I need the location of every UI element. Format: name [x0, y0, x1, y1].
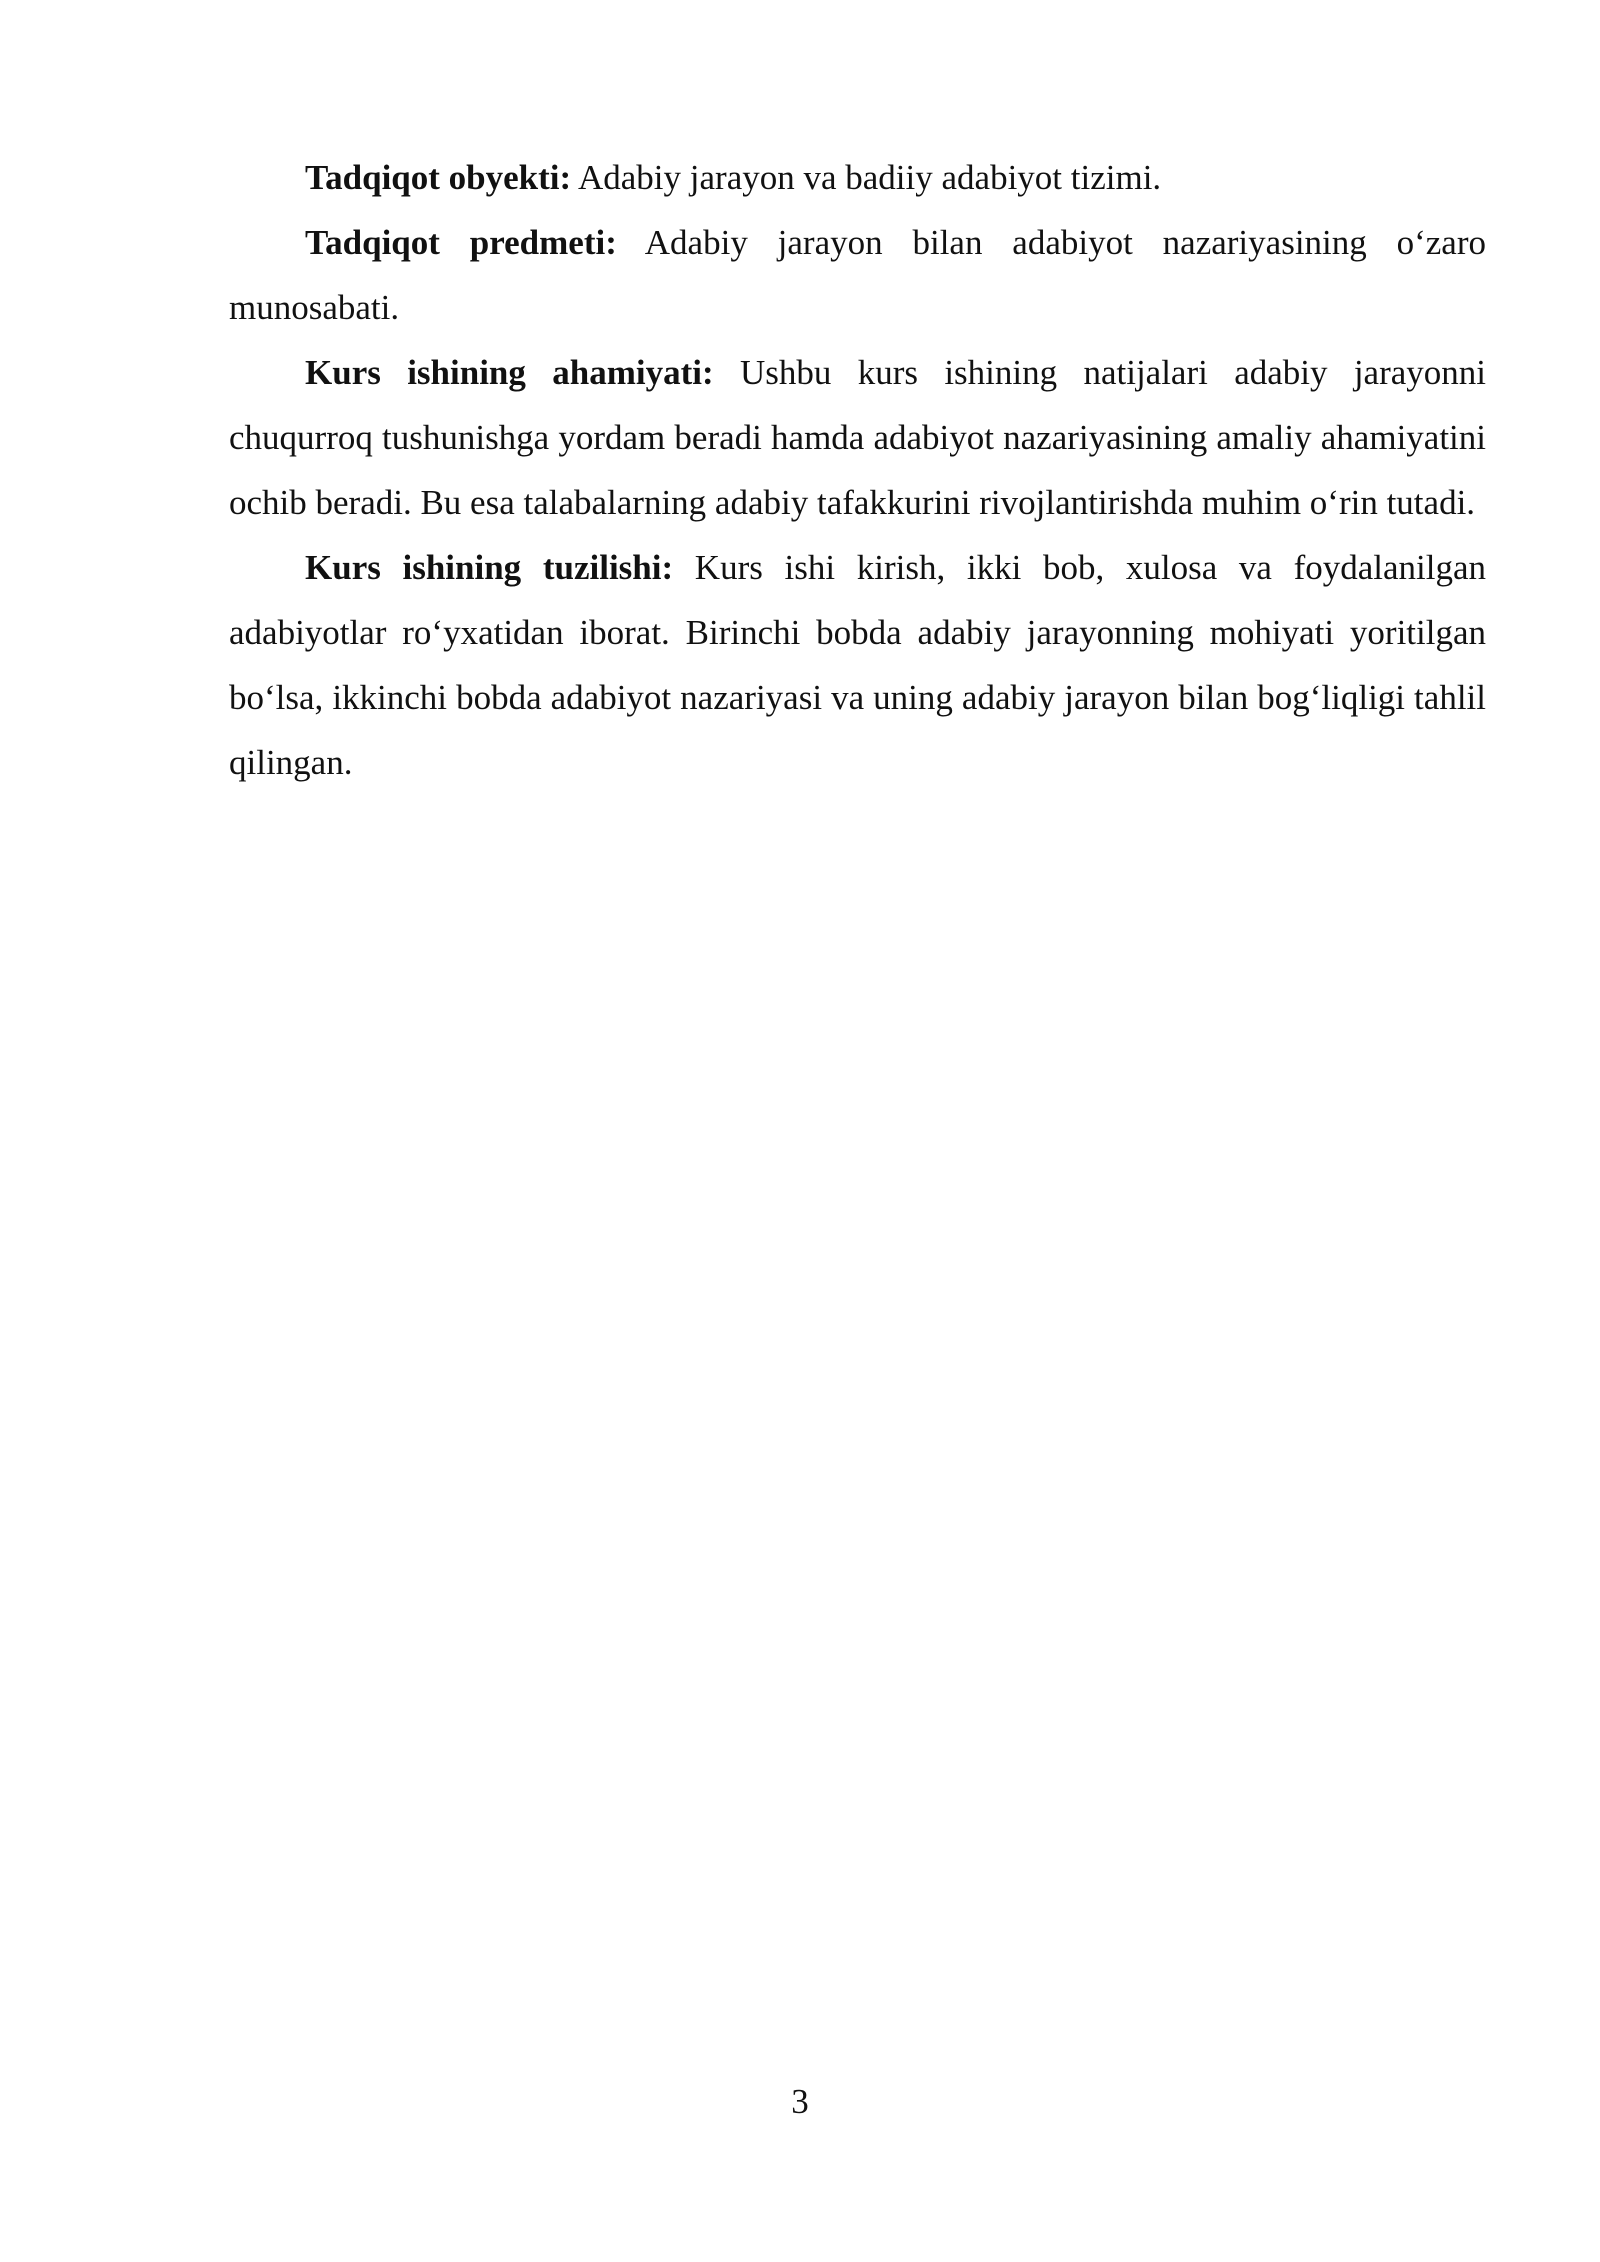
paragraph-text: Kurs ishi kirish, ikki bob, xulosa va foydalanilgan adabiyotlar ro‘yxatidan iborat. Birinchi bobda adabiy jarayonning mohiyati yoritilgan bo‘lsa, ikkinchi bobda adabiyot nazariyasi va uning adabiy jarayon bilan bog‘liqligi tahlil qilingan. [229, 548, 1487, 782]
paragraph-significance [229, 340, 1486, 535]
paragraph-label: Kurs ishining ahamiyati: [305, 353, 714, 392]
document-body [229, 145, 1486, 795]
paragraph-label: Kurs ishining tuzilishi: [305, 548, 674, 587]
paragraph-label: Tadqiqot obyekti: [305, 158, 572, 197]
paragraph-text: Adabiy jarayon va badiiy adabiyot tizimi. [578, 158, 1162, 197]
paragraph-text: Adabiy jarayon bilan adabiyot nazariyasining o‘zaro munosabati. [229, 223, 1486, 327]
page-number: 3 [791, 2082, 809, 2121]
paragraph-structure [229, 535, 1486, 795]
paragraph-research-object [229, 145, 1486, 210]
paragraph-label: Tadqiqot predmeti: [305, 223, 617, 262]
paragraph-research-subject [229, 210, 1486, 340]
paragraph-text: Ushbu kurs ishining natijalari adabiy jarayonni chuqurroq tushunishga yordam beradi hamda adabiyot nazariyasining amaliy ahamiyatini ochib beradi. Bu esa talabalarning adabiy tafakkurini rivojlantirishda muhim o‘rin tutadi. [229, 353, 1487, 522]
